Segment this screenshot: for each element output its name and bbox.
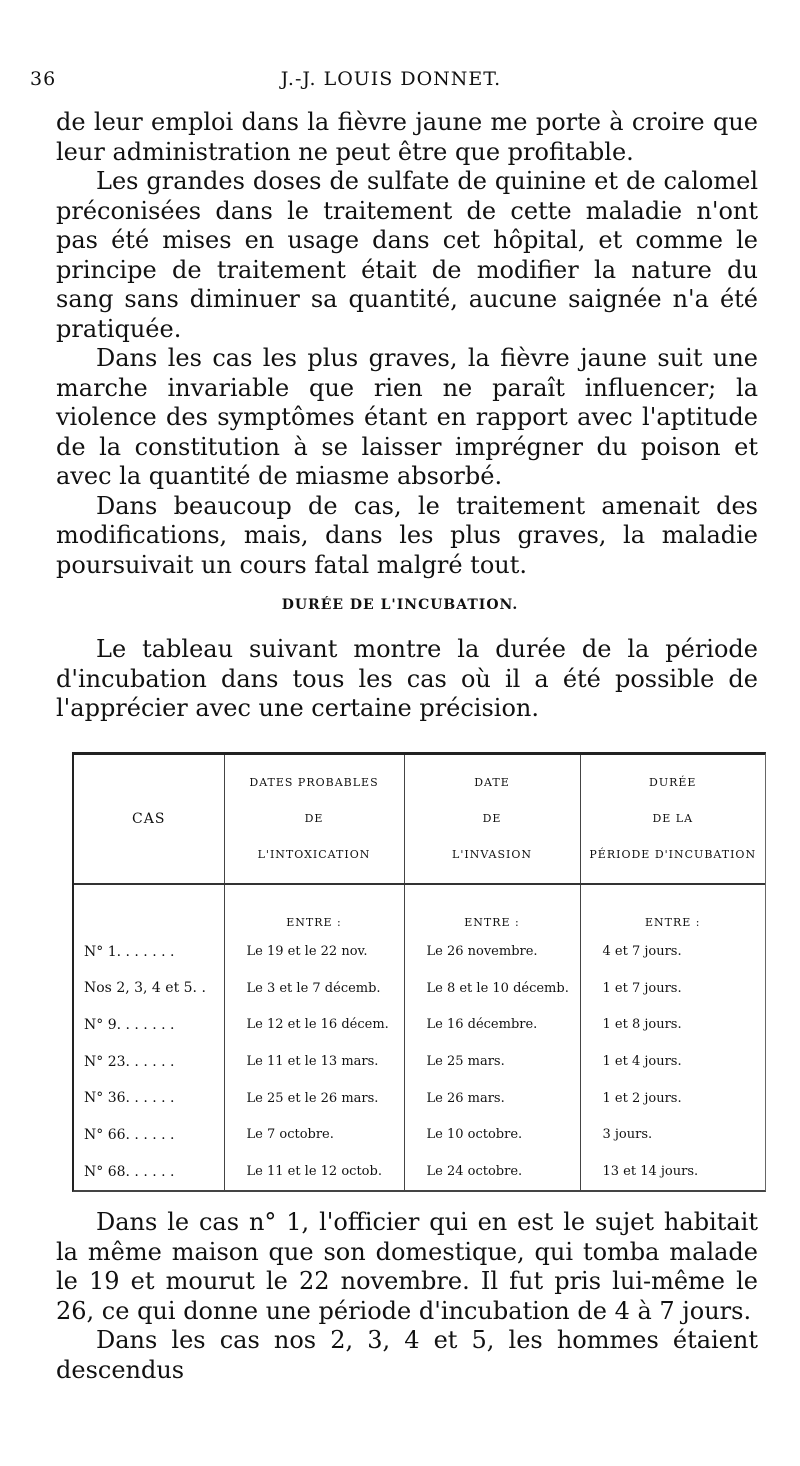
- paragraph: Dans les cas les plus graves, la fièvre jaune suit une marche invariable que rien ne paraît influencer; la violence des symptômes étant en rapport avec l'aptitude de la constitution à se laisser imprégner du poison et avec la quantité de miasme absorbé.: [56, 344, 758, 490]
- header-line: DE: [482, 812, 502, 825]
- cell-cas: N° 9. . . . . . .: [84, 1016, 175, 1033]
- header-invasion: [404, 755, 580, 884]
- cell-invasion: Le 26 novembre.: [404, 933, 580, 970]
- table-row: [74, 933, 765, 970]
- paragraph: Dans beaucoup de cas, le traitement amenait des modifications, mais, dans les plus graves, la maladie poursuivait un cours fatal malgré tout.: [56, 491, 758, 579]
- cell-dates: Le 3 et le 7 décemb.: [224, 970, 404, 1007]
- cell-cas: N° 23. . . . . .: [84, 1053, 175, 1070]
- paragraph: Les grandes doses de sulfate de quinine et de calomel préconisées dans le traitement de cette maladie n'ont pas été mises en usage dans cet hôpital, et comme le principe de traitement était de modifier la nature du sang sans diminuer sa quantité, aucune saignée n'a été pratiquée.: [56, 167, 758, 343]
- cell-invasion: Le 8 et le 10 décemb.: [404, 970, 580, 1007]
- header-line: L'INTOXICATION: [257, 848, 371, 861]
- header-duree: [580, 755, 765, 884]
- header-line: DURÉE: [649, 776, 697, 789]
- table-row: [74, 1043, 765, 1080]
- top-paragraphs: [56, 108, 758, 580]
- table-row: [74, 1007, 765, 1044]
- table-row: [74, 1117, 765, 1154]
- cell-cas: N° 68. . . . . .: [84, 1163, 175, 1180]
- cell-invasion: Le 16 décembre.: [404, 1007, 580, 1044]
- section-title: DURÉE DE L'INCUBATION.: [281, 597, 519, 613]
- table-row: [74, 1153, 765, 1190]
- header-cas: CAS: [74, 755, 224, 884]
- table-row: [74, 970, 765, 1007]
- running-header: [30, 68, 752, 96]
- cell-duree: 1 et 4 jours.: [580, 1043, 765, 1080]
- cell-duree: 13 et 14 jours.: [580, 1153, 765, 1190]
- cell-invasion: Le 26 mars.: [404, 1080, 580, 1117]
- table-row: [74, 1080, 765, 1117]
- incubation-table: [72, 752, 766, 1192]
- entre-label: ENTRE :: [404, 884, 580, 933]
- paragraph: Dans les cas nos 2, 3, 4 et 5, les hommes étaient descendus: [56, 1326, 758, 1384]
- cell-cas: N° 36. . . . . .: [84, 1090, 175, 1107]
- header-line: DATE: [474, 776, 510, 789]
- cell-duree: 1 et 7 jours.: [580, 970, 765, 1007]
- cell-dates: Le 19 et le 22 nov.: [224, 933, 404, 970]
- cell-invasion: Le 24 octobre.: [404, 1153, 580, 1190]
- header-dates: [224, 755, 404, 884]
- entre-empty: [74, 884, 224, 933]
- cell-dates: Le 11 et le 13 mars.: [224, 1043, 404, 1080]
- cell-dates: Le 7 octobre.: [224, 1117, 404, 1154]
- page-number: 36: [30, 68, 57, 90]
- cell-invasion: Le 25 mars.: [404, 1043, 580, 1080]
- paragraph: Dans le cas n° 1, l'officier qui en est le sujet habitait la même maison que son domestique, qui tomba malade le 19 et mourut le 22 novembre. Il fut pris lui-même le 26, ce qui donne une période d'incubation de 4 à 7 jours.: [56, 1208, 758, 1325]
- header-line: DE LA: [652, 812, 694, 825]
- intro-paragraph-wrap: [56, 635, 758, 724]
- cell-duree: 3 jours.: [580, 1117, 765, 1154]
- entre-label: ENTRE :: [224, 884, 404, 933]
- cell-duree: 4 et 7 jours.: [580, 933, 765, 970]
- cell-cas: Nos 2, 3, 4 et 5. .: [84, 980, 206, 997]
- header-line: L'INVASION: [452, 848, 532, 861]
- entre-label: ENTRE :: [580, 884, 765, 933]
- paragraph: de leur emploi dans la fièvre jaune me porte à croire que leur administration ne peut être que profitable.: [56, 108, 758, 166]
- intro-paragraph: Le tableau suivant montre la durée de la période d'incubation dans tous les cas où il a été possible de l'apprécier avec une certaine précision.: [56, 635, 758, 722]
- cell-dates: Le 25 et le 26 mars.: [224, 1080, 404, 1117]
- running-title: J.-J. LOUIS DONNET.: [280, 68, 502, 90]
- header-line: DATES PROBABLES: [249, 776, 379, 789]
- cell-dates: Le 11 et le 12 octob.: [224, 1153, 404, 1190]
- cell-cas: N° 66. . . . . .: [84, 1126, 175, 1143]
- cell-dates: Le 12 et le 16 décem.: [224, 1007, 404, 1044]
- header-line: PÉRIODE D'INCUBATION: [589, 848, 757, 861]
- cell-cas: N° 1. . . . . . .: [84, 943, 175, 960]
- cell-invasion: Le 10 octobre.: [404, 1117, 580, 1154]
- bottom-paragraphs: [56, 1208, 758, 1385]
- cell-duree: 1 et 8 jours.: [580, 1007, 765, 1044]
- cell-duree: 1 et 2 jours.: [580, 1080, 765, 1117]
- header-line: DE: [304, 812, 324, 825]
